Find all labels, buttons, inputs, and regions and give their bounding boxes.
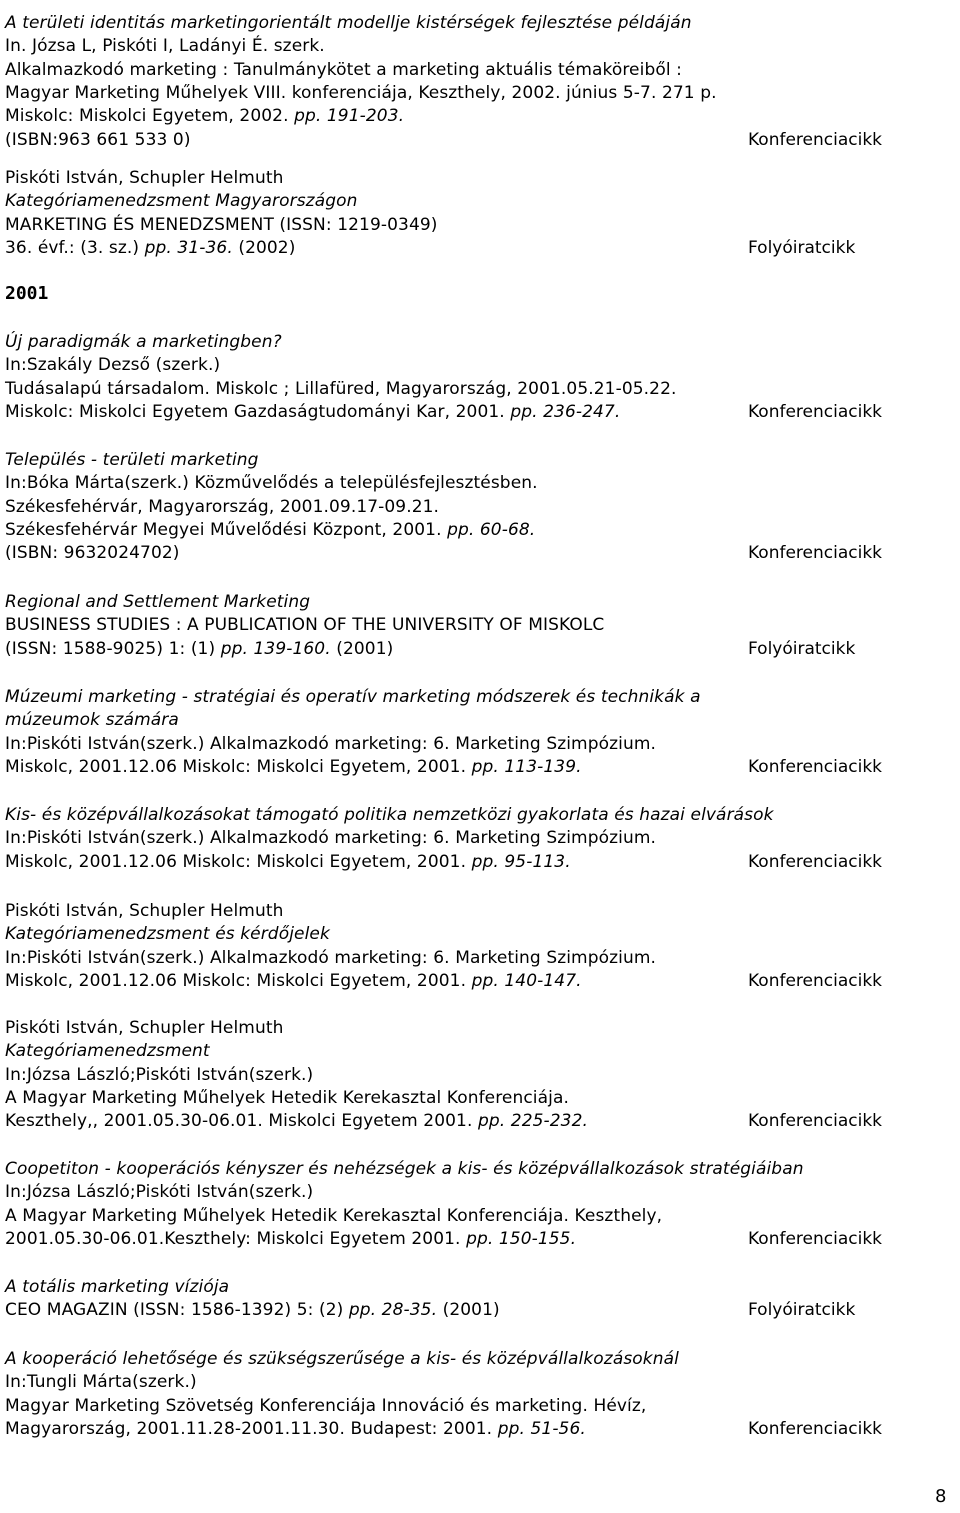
entry-line: [5, 1228, 576, 1250]
entry-text: In. Józsa L, Piskóti I, Ladányi É. szerk.: [5, 36, 325, 57]
entry-line: [5, 1276, 229, 1298]
entry-line: [5, 1064, 313, 1086]
publication-type: Folyóiratcikk: [748, 638, 856, 659]
entry-line: [5, 591, 310, 613]
entry-italic-text: Kis- és középvállalkozásokat támogató politika nemzetközi gyakorlata és hazai elvárások: [5, 805, 774, 825]
entry-line: [5, 709, 179, 731]
entry-italic-text: múzeumok számára: [5, 710, 179, 731]
entry-text: In:Bóka Márta(szerk.) Közművelődés a településfejlesztésben.: [5, 473, 538, 494]
entry-line: [5, 1348, 679, 1370]
entry-italic-text: Új paradigmák a marketingben?: [5, 332, 282, 352]
publication-type: Konferenciacikk: [748, 1111, 883, 1132]
entry-italic-text: pp. 95-113.: [466, 851, 571, 872]
entry-line: [5, 519, 535, 541]
entry-text: Piskóti István, Schupler Helmuth: [5, 901, 284, 921]
entry-italic-text: pp. 139-160.: [215, 638, 331, 659]
entry-text: Miskolc: Miskolci Egyetem Gazdaságtudományi Kar, 2001.: [5, 401, 505, 422]
entry-line: [5, 12, 692, 34]
entry-line: [5, 686, 701, 708]
entry-line: [5, 167, 283, 189]
entry-line: [5, 923, 330, 945]
publication-type: Konferenciacikk: [748, 401, 883, 422]
entry-text: BUSINESS STUDIES : A PUBLICATION OF THE UNIVERSITY OF MISKOLC: [5, 615, 605, 636]
entry-line: [5, 542, 180, 564]
entry-text: In:Józsa László;Piskóti István(szerk.): [5, 1182, 314, 1203]
entry-line: [5, 105, 404, 127]
publication-type: Konferenciacikk: [748, 970, 883, 991]
entry-line: [5, 733, 656, 755]
page-number: 8: [935, 1486, 947, 1507]
entry-line: [5, 496, 439, 518]
entry-line: [5, 1158, 804, 1180]
entry-text: In:Piskóti István(szerk.) Alkalmazkodó marketing: 6. Marketing Szimpózium.: [5, 828, 656, 849]
entry-line: [5, 190, 358, 212]
entry-text: Székesfehérvár Megyei Művelődési Központ, 2001.: [5, 519, 442, 540]
entry-italic-text: Coopetiton - kooperációs kényszer és nehézségek a kis- és középvállalkozások stratégiáiban: [5, 1159, 804, 1179]
entry-text: Miskolc, 2001.12.06 Miskolc: Miskolci Egyetem, 2001.: [5, 970, 467, 991]
entry-text: (ISBN: 9632024702): [5, 543, 180, 564]
entry-text: A Magyar Marketing Műhelyek Hetedik Kerekasztal Konferenciája.: [5, 1087, 569, 1108]
entry-line: [5, 354, 220, 376]
entry-line: [5, 449, 259, 471]
entry-text: (ISBN:963 661 533 0): [5, 129, 191, 150]
entry-text: In:Józsa László;Piskóti István(szerk.): [5, 1064, 314, 1085]
entry-italic-text: Regional and Settlement Marketing: [5, 592, 311, 612]
entry-italic-text: A területi identitás marketingorientált modellje kistérségek fejlesztése példáján: [5, 13, 692, 33]
entry-italic-text: pp. 31-36.: [139, 237, 233, 258]
entry-italic-text: Település - területi marketing: [5, 450, 259, 470]
entry-text: 2001.05.30-06.01.Keszthely: Miskolci Egyetem 2001.: [5, 1228, 461, 1249]
entry-line: [5, 401, 620, 423]
entry-line: [5, 1205, 662, 1227]
entry-italic-text: Kategóriamenedzsment és kérdőjelek: [5, 924, 330, 945]
entry-line: [5, 900, 283, 922]
entry-line: [5, 614, 604, 636]
entry-text: Székesfehérvár, Magyarország, 2001.09.17-09.21.: [5, 496, 440, 517]
entry-text: MARKETING ÉS MENEDZSMENT (ISSN: 1219-0349): [5, 214, 438, 235]
entry-text: Miskolc, 2001.12.06 Miskolc: Miskolci Egyetem, 2001.: [5, 851, 467, 872]
publication-type: Folyóiratcikk: [748, 237, 856, 258]
entry-line: [5, 638, 393, 660]
publication-type: Konferenciacikk: [748, 129, 883, 150]
entry-italic-text: A totális marketing víziója: [5, 1277, 230, 1297]
entry-line: [5, 59, 682, 81]
entry-text: Tudásalapú társadalom. Miskolc ; Lillafüred, Magyarország, 2001.05.21-05.22.: [5, 378, 677, 399]
entry-italic-text: pp. 225-232.: [472, 1111, 589, 1132]
entry-line: [5, 1371, 197, 1393]
entry-line: [5, 82, 717, 104]
entry-text: A Magyar Marketing Műhelyek Hetedik Kerekasztal Konferenciája. Keszthely,: [5, 1205, 663, 1226]
entry-line: [5, 214, 438, 236]
entry-italic-text: pp. 150-155.: [460, 1228, 577, 1249]
entry-line: [5, 947, 656, 969]
entry-line: [5, 35, 325, 57]
entry-line: [5, 1181, 313, 1203]
entry-italic-text: Múzeumi marketing - stratégiai és operatív marketing módszerek és technikák a: [5, 687, 701, 707]
entry-text: 36. évf.: (3. sz.): [5, 237, 140, 258]
entry-italic-text: pp. 113-139.: [466, 756, 582, 777]
entry-text: (2002): [232, 237, 296, 258]
publication-type: Konferenciacikk: [748, 543, 883, 564]
entry-line: [5, 1017, 283, 1039]
entry-line: [5, 1299, 500, 1321]
entry-text: Magyar Marketing Műhelyek VIII. konferenciája, Keszthely, 2002. június 5-7. 271 p.: [5, 82, 717, 103]
entry-line: [5, 1040, 210, 1062]
entry-text: (2001): [330, 638, 394, 659]
entry-line: [5, 1110, 588, 1132]
entry-italic-text: pp. 236-247.: [504, 401, 621, 422]
entry-italic-text: pp. 51-56.: [492, 1418, 586, 1439]
entry-line: [5, 1087, 569, 1109]
entry-text: In:Piskóti István(szerk.) Alkalmazkodó marketing: 6. Marketing Szimpózium.: [5, 733, 656, 754]
entry-line: [5, 237, 295, 259]
entry-line: [5, 1395, 646, 1417]
year-heading: 2001: [5, 283, 49, 304]
entry-text: In:Tungli Márta(szerk.): [5, 1372, 197, 1393]
entry-line: [5, 378, 677, 400]
entry-line: [5, 756, 582, 778]
entry-text: In:Szakály Dezső (szerk.): [5, 355, 221, 376]
entry-text: Alkalmazkodó marketing : Tanulmánykötet a marketing aktuális témaköreiből :: [5, 59, 682, 80]
publication-type: Folyóiratcikk: [748, 1300, 856, 1321]
publication-type: Konferenciacikk: [748, 1418, 883, 1439]
entry-text: (2001): [437, 1300, 500, 1321]
entry-italic-text: pp. 60-68.: [441, 519, 536, 540]
entry-italic-text: Kategóriamenedzsment Magyarországon: [5, 191, 358, 212]
entry-line: [5, 472, 538, 494]
publication-type: Konferenciacikk: [748, 851, 883, 872]
entry-italic-text: A kooperáció lehetősége és szükségszerűsége a kis- és középvállalkozásoknál: [5, 1349, 679, 1369]
entry-text: Piskóti István, Schupler Helmuth: [5, 168, 284, 188]
entry-italic-text: pp. 140-147.: [466, 970, 582, 991]
entry-text: Miskolc, 2001.12.06 Miskolc: Miskolci Egyetem, 2001.: [5, 756, 467, 777]
entry-line: [5, 1418, 586, 1440]
entry-line: [5, 970, 582, 992]
entry-text: In:Piskóti István(szerk.) Alkalmazkodó marketing: 6. Marketing Szimpózium.: [5, 947, 656, 968]
entry-line: [5, 851, 571, 873]
entry-line: [5, 804, 774, 826]
entry-text: Miskolc: Miskolci Egyetem, 2002.: [5, 106, 289, 127]
entry-text: Magyar Marketing Szövetség Konferenciája Innováció és marketing. Hévíz,: [5, 1395, 647, 1416]
entry-text: Piskóti István, Schupler Helmuth: [5, 1018, 284, 1038]
entry-line: [5, 331, 282, 353]
entry-italic-text: Kategóriamenedzsment: [5, 1041, 210, 1062]
publication-type: Konferenciacikk: [748, 756, 883, 777]
entry-text: Magyarország, 2001.11.28-2001.11.30. Budapest: 2001.: [5, 1418, 493, 1439]
entry-line: [5, 129, 191, 151]
entry-italic-text: pp. 191-203.: [288, 106, 405, 127]
entry-text: Keszthely,, 2001.05.30-06.01. Miskolci Egyetem 2001.: [5, 1111, 473, 1132]
entry-line: [5, 827, 656, 849]
entry-italic-text: pp. 28-35.: [343, 1300, 438, 1321]
entry-text: CEO MAGAZIN (ISSN: 1586-1392) 5: (2): [5, 1300, 344, 1321]
entry-text: (ISSN: 1588-9025) 1: (1): [5, 638, 216, 659]
publication-type: Konferenciacikk: [748, 1228, 883, 1249]
